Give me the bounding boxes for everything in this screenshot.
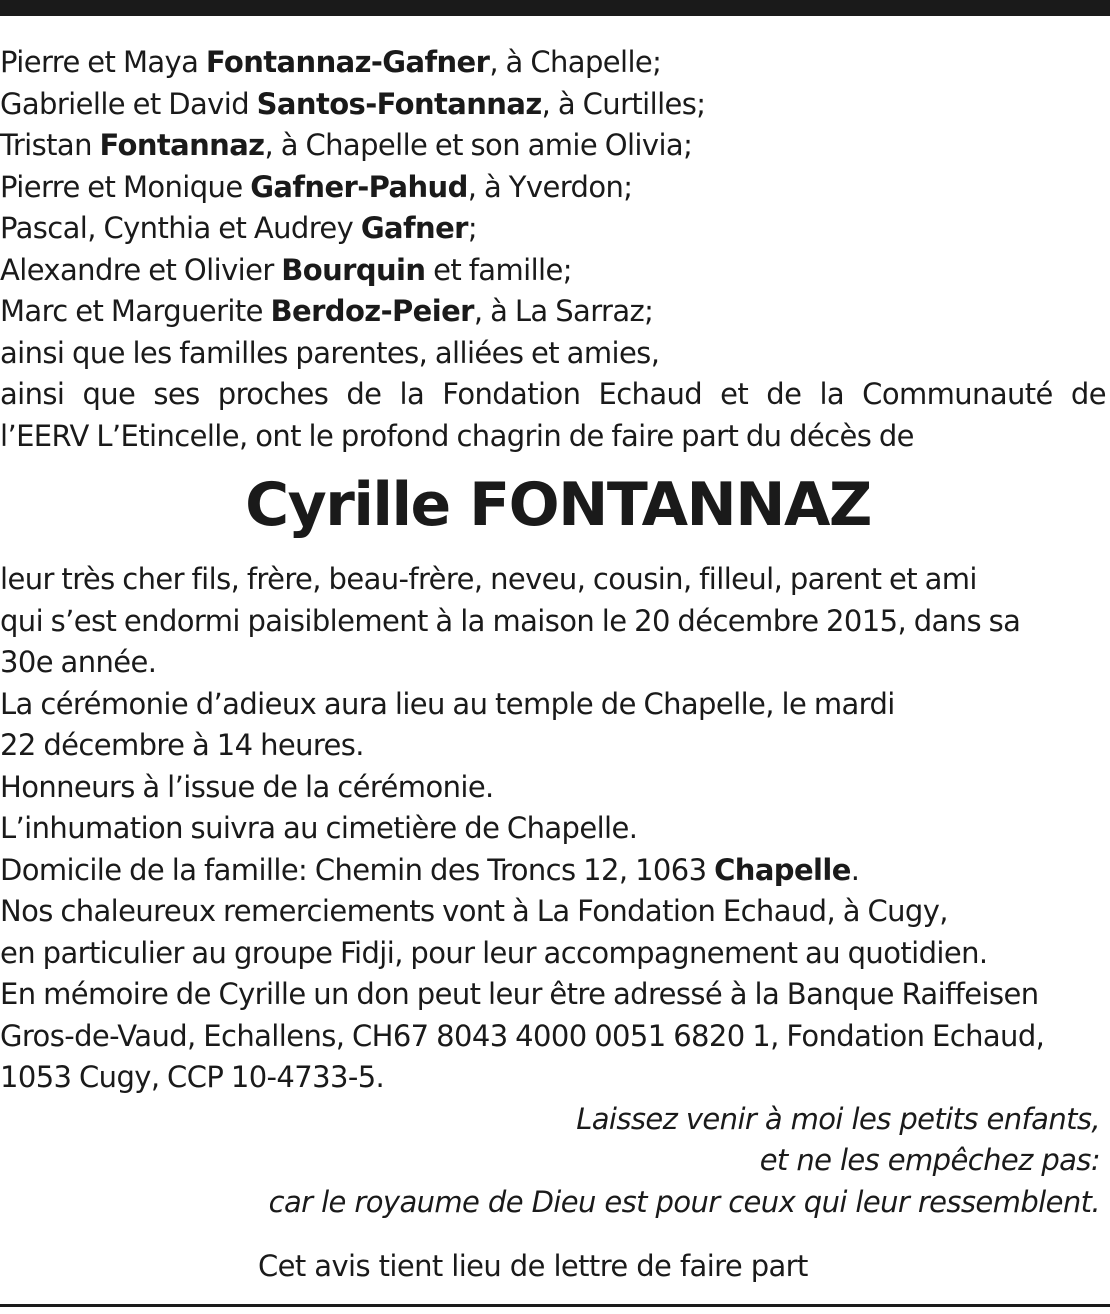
family-line: Marc et Marguerite Berdoz-Peier, à La Sarraz; [0, 294, 654, 328]
family-line: Pierre et Maya Fontannaz-Gafner, à Chapelle; [0, 45, 662, 79]
family-surname: Bourquin [281, 252, 426, 287]
thanks-line: 1053 Cugy, CCP 10-4733-5. [0, 1060, 385, 1094]
thanks-line: En mémoire de Cyrille un don peut leur être adressé à la Banque Raiffeisen [0, 977, 1039, 1011]
top-rule [0, 0, 1110, 16]
thanks-line: Nos chaleureux remerciements vont à La Fondation Echaud, à Cugy, [0, 894, 948, 928]
body-line: Honneurs à l’issue de la cérémonie. [0, 769, 494, 804]
family-list [0, 42, 1106, 333]
proches-line: l’EERV L’Etincelle, ont le profond chagrin de faire part du décès de [0, 418, 914, 453]
family-surname: Fontannaz-Gafner [205, 45, 490, 79]
announcement-body [0, 559, 1106, 1099]
body-line: 22 décembre à 14 heures. [0, 728, 364, 762]
deceased-name: Cyrille FONTANNAZ [245, 470, 871, 540]
bottom-rule [0, 1304, 1110, 1307]
body-line: leur très cher fils, frère, beau-frère, neveu, cousin, filleul, parent et ami [0, 562, 977, 596]
family-line: Pascal, Cynthia et Audrey Gafner; [0, 211, 478, 245]
body-line: L’inhumation suivra au cimetière de Chapelle. [0, 811, 638, 845]
domicile-place: Chapelle [714, 852, 851, 887]
obituary-notice [0, 42, 1106, 1223]
family-line: Gabrielle et David Santos-Fontannaz, à Curtilles; [0, 86, 706, 121]
proches-line-justified: ainsi que ses proches de la Fondation Echaud et de la Communauté de [0, 377, 1106, 411]
family-surname: Gafner-Pahud [250, 169, 468, 204]
verse-line: et ne les empêchez pas: [759, 1143, 1100, 1177]
body-line: 30e année. [0, 645, 157, 679]
body-line: La cérémonie d’adieux aura lieu au temple de Chapelle, le mardi [0, 686, 895, 721]
thanks-line: Gros-de-Vaud, Echallens, CH67 8043 4000 0051 6820 1, Fondation Echaud, [0, 1018, 1045, 1053]
family-surname: Santos-Fontannaz [256, 86, 542, 121]
body-line: qui s’est endormi paisiblement à la maison le 20 décembre 2015, dans sa [0, 603, 1021, 638]
domicile-line: Domicile de la famille: Chemin des Troncs 12, 1063 Chapelle. [0, 852, 860, 887]
relatives-line: ainsi que les familles parentes, alliées et amies, [0, 335, 660, 370]
verse-line: car le royaume de Dieu est pour ceux qui leur ressemblent. [268, 1184, 1100, 1219]
family-line: Pierre et Monique Gafner-Pahud, à Yverdon; [0, 169, 633, 204]
family-surname: Berdoz-Peier [270, 294, 474, 328]
bible-verse [0, 1099, 1106, 1224]
family-surname: Gafner [360, 211, 468, 245]
family-line: Tristan Fontannaz, à Chapelle et son amie Olivia; [0, 128, 693, 162]
family-surname: Fontannaz [99, 128, 265, 162]
family-line: Alexandre et Olivier Bourquin et famille; [0, 252, 572, 287]
verse-line: Laissez venir à moi les petits enfants, [576, 1101, 1100, 1136]
footer-note: Cet avis tient lieu de lettre de faire part [258, 1249, 808, 1283]
thanks-line: en particulier au groupe Fidji, pour leur accompagnement au quotidien. [0, 935, 988, 970]
